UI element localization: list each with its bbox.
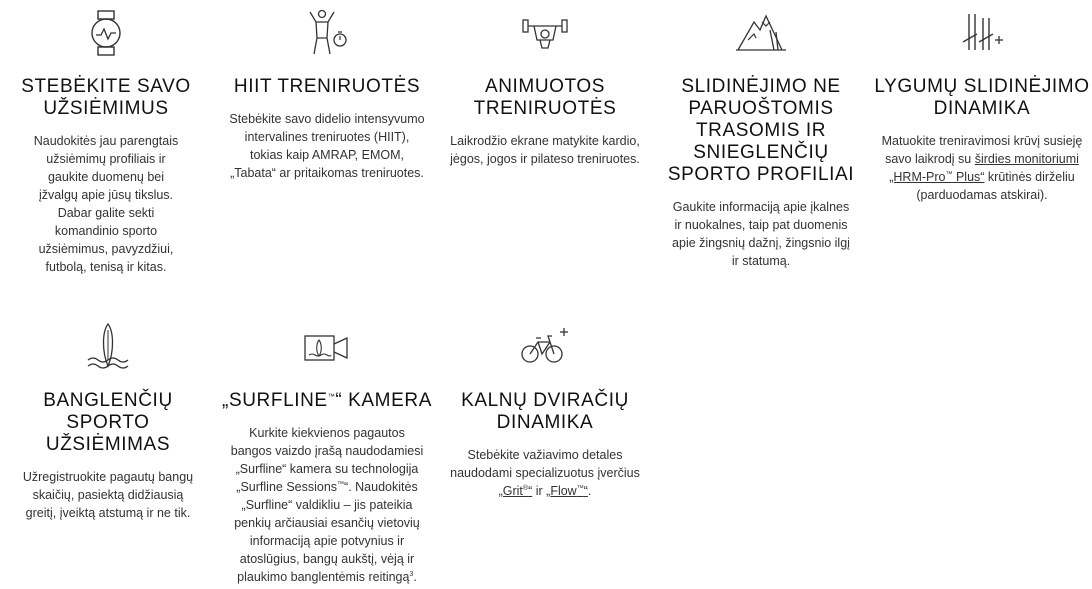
- description-text: .: [587, 484, 592, 498]
- flow-link[interactable]: [546, 484, 588, 498]
- feature-surfline-camera: [222, 322, 432, 586]
- trademark-mark: ™: [576, 484, 584, 492]
- trademark-mark: ™: [327, 393, 336, 401]
- feature-mtb-dynamics: [445, 322, 645, 500]
- feature-title: LYGUMŲ SLIDINĖJIMO DINAMIKA: [874, 76, 1090, 119]
- feature-description: Laikrodžio ekrane matykite kardio, jėgos, jogos ir pilateso treniruotes.: [450, 134, 640, 166]
- watch-activity-icon: [86, 8, 126, 58]
- grit-link[interactable]: [499, 484, 533, 498]
- title-text: „SURFLINE: [222, 390, 328, 411]
- feature-backcountry-ski: [662, 8, 860, 270]
- description-text: Stebėkite važiavimo detales naudodami specializuotus įverčius: [450, 448, 640, 480]
- feature-title: STEBĖKITE SAVO UŽSIĖMIMUS: [21, 76, 191, 119]
- feature-title: SLIDINĖJIMO NE PARUOŠTOMIS TRASOMIS IR SNIEGLENČIŲ SPORTO PROFILIAI: [667, 76, 855, 185]
- feature-title: KALNŲ DVIRAČIŲ DINAMIKA: [461, 390, 629, 433]
- feature-title: ANIMUOTOS TRENIRUOTĖS: [473, 76, 617, 119]
- feature-description: Užregistruokite pagautų bangų skaičių, pasiektą didžiausią greitį, įveiktą atstumą ir ne tik.: [22, 470, 194, 520]
- description-text: Kurkite kiekvienos pagautos bangos vaizdo įrašą naudodamiesi „Surfline“ kamera su technologija „Surfline Sessions: [230, 426, 424, 494]
- registered-mark: ®: [522, 484, 529, 492]
- feature-description: [227, 424, 427, 586]
- heart-rate-monitor-link[interactable]: širdies monitoriumi: [974, 152, 1079, 166]
- description-text: .: [413, 570, 417, 584]
- mountain-ski-icon: [734, 8, 788, 58]
- link-text: „Flow: [546, 484, 577, 498]
- link-text: “: [583, 484, 588, 498]
- footnote-mark: 3: [409, 570, 414, 578]
- title-text: “ KAMERA: [335, 390, 432, 411]
- feature-description: [445, 446, 645, 500]
- feature-description: [876, 132, 1088, 204]
- feature-title: [222, 390, 432, 412]
- description-text: krūtinės dirželiu (parduodamas atskirai).: [916, 170, 1075, 202]
- surfboard-icon: [83, 322, 133, 372]
- link-text: “: [528, 484, 533, 498]
- feature-hiit: [222, 8, 432, 182]
- weightlifting-icon: [520, 8, 570, 58]
- feature-description: Naudokitės jau parengtais užsiėmimų profiliais ir gaukite duomenų bei įžvalgų apie jūsų tikslus. Dabar galite sekti komandinio sporto užsiėmimus, pavyzdžiui, futbolą, tenisą ir kitas.: [33, 134, 179, 274]
- description-text: “. Naudokitės „Surfline“ valdikliu – jis pateikia penkių arčiausiai esančių vietovių informaciją apie potvynius ir atoslūgius, bangų aukštį, vėją ir plaukimo banglentėmis reitingą: [234, 480, 420, 584]
- description-text: ir: [532, 484, 547, 498]
- feature-animated-workouts: [445, 8, 645, 168]
- feature-description: Gaukite informaciją apie įkalnes ir nuokalnes, taip pat duomenis apie žingsnių dažnį, žingsnio ilgį ir statumą.: [672, 200, 850, 268]
- feature-description: Stebėkite savo didelio intensyvumo intervalines treniruotes (HIIT), tokias kaip AMRAP, EMOM, „Tabata“ ar pritaikomas treniruotes.: [229, 112, 425, 180]
- feature-surf: [6, 322, 210, 522]
- mtb-plus-icon: [520, 322, 570, 372]
- trademark-mark: ™: [945, 170, 953, 178]
- link-text: „Grit: [498, 484, 523, 498]
- feature-title: BANGLENČIŲ SPORTO UŽSIĖMIMAS: [43, 390, 173, 455]
- hiit-timer-icon: [302, 8, 352, 58]
- link-text: Plus“: [952, 170, 985, 184]
- feature-activity-tracking: [20, 8, 192, 276]
- description-text: Matuokite treniravimosi krūvį susieję savo laikrodį su: [881, 134, 1083, 166]
- link-text: „HRM-Pro: [889, 170, 946, 184]
- hrm-pro-plus-link[interactable]: [889, 170, 984, 184]
- surf-camera-icon: [302, 322, 352, 372]
- xc-ski-plus-icon: [957, 8, 1007, 58]
- trademark-mark: ™: [337, 480, 345, 488]
- feature-title: HIIT TRENIRUOTĖS: [233, 76, 421, 97]
- feature-xc-ski-dynamics: [874, 8, 1090, 204]
